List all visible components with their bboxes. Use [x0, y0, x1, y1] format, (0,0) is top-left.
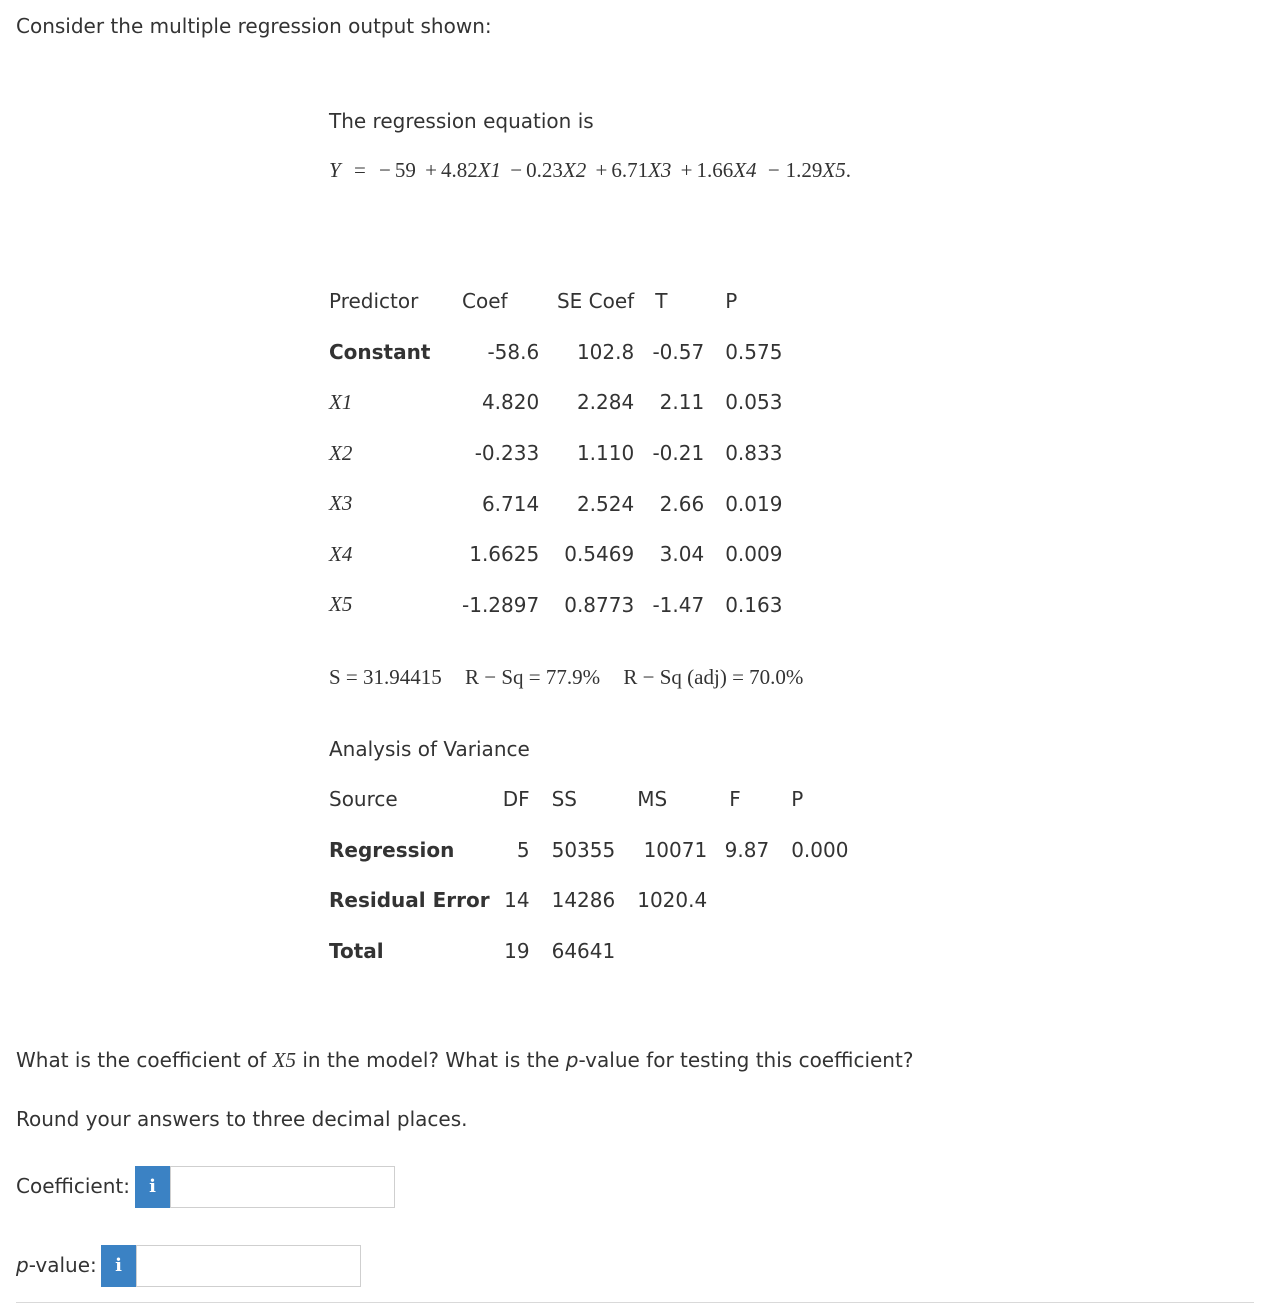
predictor-cell: X1	[329, 389, 353, 414]
source-cell: Total	[329, 939, 384, 964]
p-cell: 0.053	[725, 390, 783, 415]
se-cell: 2.284	[576, 390, 635, 415]
coef-cell: 4.820	[481, 390, 540, 415]
question-text: What is the coefficient of X5 in the model? What is the p-value for testing this coefficient?	[16, 1048, 914, 1072]
predictor-cell: X4	[329, 541, 353, 566]
equation-equals: =	[353, 158, 366, 182]
pvalue-input[interactable]	[136, 1245, 361, 1287]
predictor-cell: X2	[329, 440, 353, 465]
regression-heading: The regression equation is	[329, 109, 594, 133]
source-cell: Residual Error	[329, 888, 490, 913]
ms-cell	[615, 926, 707, 977]
coefficient-input[interactable]	[170, 1166, 395, 1208]
coef-cell: 6.714	[481, 491, 540, 516]
coef-cell: 1.6625	[469, 542, 540, 567]
equation-term: − 1.29X5	[767, 158, 846, 182]
header-source: Source	[329, 787, 398, 812]
equation-term: + 6.71X3	[595, 158, 672, 182]
pvalue-info-icon[interactable]: i	[101, 1245, 136, 1287]
f-cell: 9.87	[724, 837, 770, 862]
header-p: P	[725, 289, 738, 314]
stat-r-sq: R − Sq = 77.9%	[465, 665, 601, 689]
header-ms: MS	[637, 787, 668, 812]
table-header-row	[329, 774, 849, 825]
table-row	[329, 825, 849, 876]
t-cell: -1.47	[652, 592, 705, 617]
header-ss: SS	[551, 787, 577, 812]
p-cell: 0.833	[725, 441, 783, 466]
coefficient-label: Coefficient:	[16, 1174, 130, 1198]
predictor-cell: X5	[329, 592, 353, 617]
header-coef: Coef	[462, 289, 508, 314]
stat-r-sq-adj: R − Sq (adj) = 70.0%	[623, 665, 804, 689]
header-t: T	[655, 289, 668, 314]
divider	[16, 1302, 1254, 1303]
table-row	[329, 529, 784, 580]
header-f: F	[729, 787, 741, 812]
ms-cell: 10071	[643, 837, 708, 862]
question-variable: X5	[272, 1048, 296, 1072]
header-p: P	[791, 787, 804, 812]
stat-s: S = 31.94415	[329, 665, 442, 689]
equation-term: − 59	[379, 158, 416, 182]
coefficient-info-icon[interactable]: i	[135, 1166, 170, 1208]
anova-table	[329, 774, 849, 976]
ms-cell: 1020.4	[637, 888, 708, 913]
equation-term: + 4.82X1	[425, 158, 502, 182]
table-row	[329, 377, 784, 428]
p-cell: 0.575	[725, 339, 783, 364]
pvalue-label: p-value:	[16, 1253, 97, 1277]
df-cell: 14	[504, 888, 530, 913]
coefficients-table	[329, 276, 784, 630]
header-predictor: Predictor	[329, 289, 419, 314]
table-row	[329, 580, 784, 631]
t-cell: -0.21	[652, 441, 705, 466]
se-cell: 2.524	[576, 491, 635, 516]
t-cell: -0.57	[652, 339, 705, 364]
table-row	[329, 478, 784, 529]
ss-cell: 64641	[551, 939, 616, 964]
table-row	[329, 428, 784, 479]
regression-equation: Y = − 59 + 4.82X1 − 0.23X2 + 6.71X3 + 1.66X4 − 1.29X5.	[329, 158, 851, 182]
se-cell: 1.110	[576, 441, 635, 466]
coef-cell: -58.6	[487, 339, 540, 364]
instruction-text: Round your answers to three decimal places.	[16, 1107, 468, 1131]
f-cell	[707, 926, 769, 977]
se-cell: 0.8773	[564, 592, 635, 617]
df-cell: 19	[504, 939, 530, 964]
t-cell: 3.04	[659, 542, 705, 567]
p-cell: 0.019	[725, 491, 783, 516]
coef-cell: -0.233	[474, 441, 540, 466]
header-df: DF	[502, 787, 530, 812]
table-row	[329, 327, 784, 378]
equation-term: − 0.23X2	[510, 158, 587, 182]
intro-text: Consider the multiple regression output shown:	[16, 14, 492, 38]
p-cell	[769, 875, 849, 926]
predictor-cell: Constant	[329, 339, 431, 364]
f-cell	[707, 875, 769, 926]
p-cell: 0.009	[725, 542, 783, 567]
p-cell: 0.000	[791, 837, 849, 862]
table-header-row	[329, 276, 784, 327]
predictor-cell: X3	[329, 491, 353, 516]
se-cell: 102.8	[576, 339, 635, 364]
t-cell: 2.66	[659, 491, 705, 516]
coef-cell: -1.2897	[462, 592, 540, 617]
se-cell: 0.5469	[564, 542, 635, 567]
ss-cell: 50355	[551, 837, 616, 862]
equation-term: + 1.66X4	[680, 158, 757, 182]
t-cell: 2.11	[659, 390, 705, 415]
table-row	[329, 875, 849, 926]
table-row	[329, 926, 849, 977]
source-cell: Regression	[329, 837, 455, 862]
ss-cell: 14286	[551, 888, 616, 913]
df-cell: 5	[516, 837, 530, 862]
fit-statistics	[329, 667, 803, 688]
p-cell	[769, 926, 849, 977]
equation-lhs: Y	[329, 158, 341, 182]
anova-title: Analysis of Variance	[329, 737, 530, 761]
p-cell: 0.163	[725, 592, 783, 617]
header-se-coef: SE Coef	[556, 289, 635, 314]
